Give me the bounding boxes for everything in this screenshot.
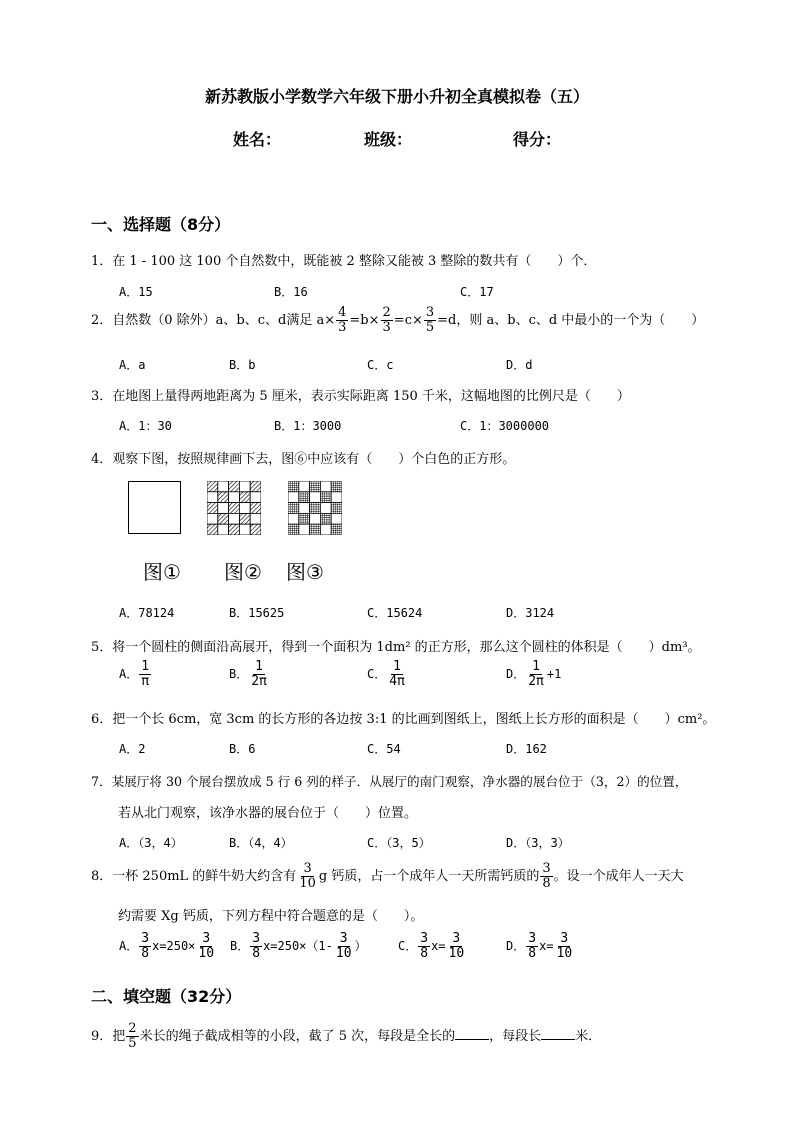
q9-text-mid: 米长的绳子截成相等的小段，截了 5 次，每段是全长的 [139, 1029, 456, 1044]
q5-option-c [367, 660, 408, 689]
q8-c-f1n: 3 [420, 931, 429, 946]
q8-f1-num: 3 [303, 861, 312, 876]
q2-f2-den: 3 [382, 320, 391, 335]
q9-f-den: 5 [128, 1036, 137, 1051]
fig3-cell [331, 524, 342, 535]
q2-f3-num: 3 [425, 305, 435, 320]
fig2-cell [207, 481, 218, 492]
q3-option-a: A．1：30 [119, 419, 172, 433]
q9-text-post: 米． [575, 1029, 602, 1044]
q7-option-a: A．（3，4） [119, 836, 183, 850]
q2-f1-num: 4 [338, 305, 347, 320]
q2-text-mid2: =c× [393, 313, 423, 328]
fig3-cell [320, 492, 331, 503]
q8-d-f2d: 10 [556, 946, 573, 961]
q5-d-den: 2π [528, 674, 544, 689]
q8-f1-den: 10 [299, 876, 316, 891]
q8-d-label: D． [506, 939, 526, 953]
q2-option-a: A．a [119, 358, 146, 372]
q1-option-a: A．15 [119, 285, 153, 299]
class-field-label: 班级： [364, 130, 413, 149]
q8-c-f1d: 8 [420, 946, 429, 961]
q8-option-c [398, 932, 467, 961]
fig3-cell [299, 513, 310, 524]
q8-b-text: x=250×（1- [263, 939, 333, 953]
q5-option-b-fraction [249, 660, 269, 689]
q2-fraction-3 [424, 306, 436, 335]
q8-b-frac1 [250, 932, 262, 961]
q8-b-frac2 [334, 932, 354, 961]
pattern-figure-2 [207, 481, 261, 535]
q2-f3-den: 5 [425, 320, 435, 335]
fig3-cell [310, 503, 321, 514]
question-1: 1．在 1 - 100 这 100 个自然数中，既能被 2 整除又能被 3 整除的数共有（ ）个． [91, 254, 597, 269]
fig3-cell [320, 481, 331, 492]
fig2-cell [250, 481, 261, 492]
fig2-cell [250, 524, 261, 535]
question-2 [91, 306, 704, 335]
q5-b-num: 1 [255, 659, 263, 674]
fig2-cell [239, 481, 250, 492]
fig2-cell [218, 492, 229, 503]
fig2-cell [207, 524, 218, 535]
q2-option-b: B．b [229, 358, 256, 372]
fig3-cell [288, 503, 299, 514]
fig2-cell [239, 492, 250, 503]
q8-a-label: A． [119, 939, 139, 953]
q9-text-pre: 9．把 [91, 1029, 126, 1044]
q8-d-f1d: 8 [528, 946, 537, 961]
fig3-cell [288, 481, 299, 492]
q8-d-frac2 [555, 932, 575, 961]
q5-option-d-fraction [526, 660, 546, 689]
q2-option-d: D．d [506, 358, 533, 372]
q8-b-f2n: 3 [339, 931, 348, 946]
name-field-label: 姓名： [233, 130, 282, 149]
fig3-cell [288, 524, 299, 535]
q5-c-den: 4π [389, 674, 405, 689]
q5-d-num: 1 [532, 659, 540, 674]
fig2-cell [250, 492, 261, 503]
fig2-cell [250, 503, 261, 514]
q8-a-frac2 [196, 932, 216, 961]
fig2-cell [229, 524, 240, 535]
q8-b-f1d: 8 [252, 946, 261, 961]
fig3-cell [331, 492, 342, 503]
q6-option-c: C．54 [367, 742, 401, 756]
q8-a-f2n: 3 [202, 931, 211, 946]
fig3-cell [320, 503, 331, 514]
fig3-cell [299, 524, 310, 535]
question-9 [91, 1022, 601, 1051]
q5-a-num: 1 [141, 659, 150, 674]
fig2-cell [250, 513, 261, 524]
pattern-figure-1 [128, 481, 181, 534]
fig3-cell [288, 513, 299, 524]
q5-option-a-label: A． [119, 667, 139, 681]
q5-option-d-label: D． [506, 667, 526, 681]
q2-f2-num: 2 [382, 305, 391, 320]
q5-c-num: 1 [393, 659, 401, 674]
fig3-cell [299, 503, 310, 514]
q5-option-c-fraction [387, 660, 407, 689]
q8-a-f1d: 8 [141, 946, 150, 961]
q2-f1-den: 3 [338, 320, 347, 335]
q8-option-a [119, 932, 217, 961]
figure-2-label: 图② [224, 560, 262, 584]
fig3-cell [310, 481, 321, 492]
q5-option-d [506, 660, 561, 689]
fig2-cell [207, 503, 218, 514]
question-8-line-2: 约需要 Xg 钙质，下列方程中符合题意的是（ ）。 [118, 909, 424, 924]
q5-option-a-fraction [139, 660, 151, 689]
fig2-cell [229, 513, 240, 524]
q8-d-f1n: 3 [528, 931, 537, 946]
fig2-cell [239, 513, 250, 524]
score-field-label: 得分： [513, 130, 562, 149]
q8-c-frac1 [418, 932, 430, 961]
q8-text-post: 。设一个成年人一天大 [553, 869, 684, 884]
fig3-cell [331, 481, 342, 492]
q8-a-f2d: 10 [198, 946, 215, 961]
question-7-line-1: 7．某展厅将 30 个展台摆放成 5 行 6 列的样子．从展厅的南门观察，净水器的展台位于（3，2）的位置， [91, 774, 688, 789]
figure-1-label: 图① [143, 560, 181, 584]
q2-option-c: C．c [367, 358, 394, 372]
question-3: 3．在地图上量得两地距离为 5 厘米，表示实际距离 150 千米，这幅地图的比例尺是（ ） [91, 389, 630, 404]
q2-fraction-1 [336, 306, 348, 335]
q8-d-text: x= [539, 939, 554, 953]
question-5: 5．将一个圆柱的侧面沿高展开，得到一个面积为 1dm² 的正方形，那么这个圆柱的体积是（ ）dm³。 [91, 640, 701, 655]
fig2-cell [229, 503, 240, 514]
q8-c-f2d: 10 [448, 946, 465, 961]
question-8-line-1 [91, 862, 684, 891]
fig3-cell [331, 513, 342, 524]
q8-c-label: C． [398, 939, 418, 953]
q8-b-close: ） [354, 939, 367, 953]
q8-c-frac2 [447, 932, 467, 961]
fig3-cell [310, 524, 321, 535]
q8-fraction-1 [297, 862, 318, 891]
fig2-cell [218, 503, 229, 514]
q3-option-c: C．1：3000000 [460, 419, 550, 433]
question-4: 4．观察下图，按照规律画下去，图⑥中应该有（ ）个白色的正方形。 [91, 452, 516, 467]
q9-blank-2[interactable] [541, 1027, 575, 1040]
question-6: 6．把一个长 6cm，宽 3cm 的长方形的各边按 3:1 的比画到图纸上，图纸上长方形的面积是（ ）cm²。 [91, 712, 716, 727]
section-fill-heading: 二、填空题（32分） [91, 987, 242, 1006]
q8-f2-num: 3 [542, 861, 551, 876]
fig2-cell [218, 524, 229, 535]
fig2-cell [207, 513, 218, 524]
figure-3-label: 图③ [286, 560, 324, 584]
fig3-cell [299, 481, 310, 492]
q2-text-post: =d，则 a、b、c、d 中最小的一个为（ ） [437, 313, 705, 328]
q4-option-d: D．3124 [506, 606, 555, 620]
q8-a-f1n: 3 [141, 931, 150, 946]
q2-fraction-2 [381, 306, 393, 335]
q5-b-den: 2π [251, 674, 267, 689]
fig3-cell [310, 492, 321, 503]
q8-d-f2n: 3 [560, 931, 569, 946]
fig3-cell [310, 513, 321, 524]
q2-text-pre: 2．自然数（0 除外）a、b、c、d满足 a× [91, 313, 336, 328]
q8-d-frac1 [526, 932, 538, 961]
q6-option-a: A．2 [119, 742, 146, 756]
q8-c-text: x= [431, 939, 446, 953]
q5-option-c-label: C． [367, 667, 387, 681]
q8-a-text: x=250× [152, 939, 196, 953]
q5-a-den: π [141, 674, 150, 689]
q9-f-num: 2 [128, 1021, 137, 1036]
q4-option-b: B．15625 [229, 606, 285, 620]
fig2-cell [239, 503, 250, 514]
q7-option-b: B．（4，4） [229, 836, 293, 850]
q1-option-b: B．16 [274, 285, 308, 299]
q5-option-a [119, 660, 152, 689]
fig2-cell [218, 513, 229, 524]
fig2-cell [229, 481, 240, 492]
q7-option-d: D．（3，3） [506, 836, 570, 850]
fig3-cell [320, 513, 331, 524]
q8-b-f1n: 3 [252, 931, 261, 946]
fig3-cell [320, 524, 331, 535]
q9-blank-1[interactable] [455, 1027, 489, 1040]
q8-option-d [506, 932, 575, 961]
q1-option-c: C．17 [460, 285, 494, 299]
q8-c-f2n: 3 [452, 931, 461, 946]
q6-option-d: D．162 [506, 742, 547, 756]
page-title: 新苏教版小学数学六年级下册小升初全真模拟卷（五） [204, 87, 589, 106]
q8-text-pre: 8．一杯 250mL 的鲜牛奶大约含有 [91, 869, 297, 884]
q9-text-mid2: ，每段长 [489, 1029, 542, 1044]
pattern-figure-3 [288, 481, 342, 535]
q8-b-f2d: 10 [335, 946, 352, 961]
fig2-cell [218, 481, 229, 492]
q6-option-b: B．6 [229, 742, 256, 756]
fig2-cell [239, 524, 250, 535]
q8-f2-den: 8 [542, 876, 551, 891]
q9-fraction [126, 1022, 138, 1051]
q5-option-b [229, 660, 270, 689]
q4-option-c: C．15624 [367, 606, 423, 620]
fig2-cell [207, 492, 218, 503]
q5-option-b-label: B． [229, 667, 249, 681]
q4-option-a: A．78124 [119, 606, 175, 620]
fig2-cell [229, 492, 240, 503]
question-7-line-2: 若从北门观察，该净水器的展台位于（ ）位置。 [118, 806, 418, 821]
q7-option-c: C．（3，5） [367, 836, 431, 850]
q3-option-b: B．1：3000 [274, 419, 342, 433]
section-choice-heading: 一、选择题（8分） [91, 215, 231, 234]
fig3-cell [331, 503, 342, 514]
q8-option-b [230, 932, 367, 961]
fig3-cell [299, 492, 310, 503]
q5-d-plus: +1 [546, 667, 562, 681]
q8-text-mid: g 钙质，占一个成年人一天所需钙质的 [318, 869, 540, 884]
q2-text-mid1: =b× [349, 313, 380, 328]
q8-a-frac1 [139, 932, 151, 961]
q8-b-label: B． [230, 939, 250, 953]
fig3-cell [288, 492, 299, 503]
q8-fraction-2 [540, 862, 552, 891]
